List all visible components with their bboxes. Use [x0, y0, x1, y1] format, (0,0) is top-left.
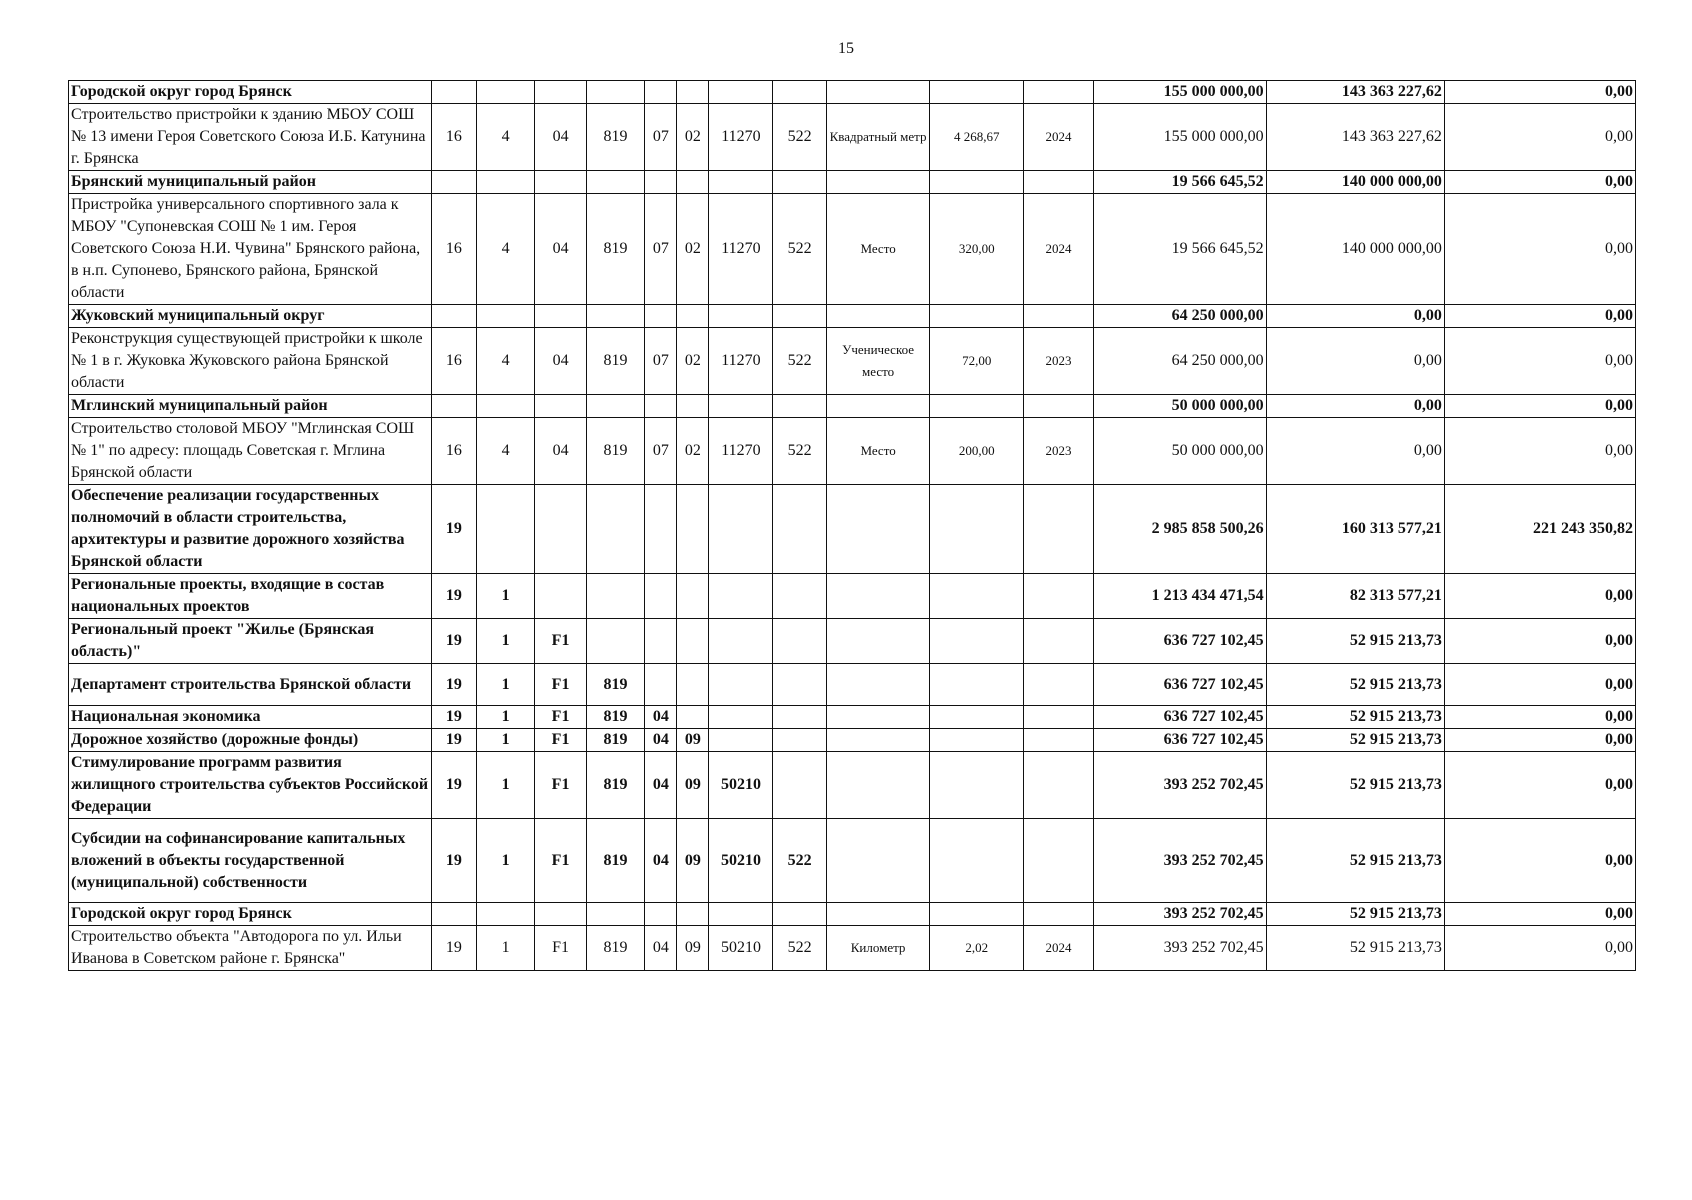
cell-code-expense-type [773, 729, 826, 752]
cell-code-section [645, 619, 677, 664]
cell-unit-of-measure [826, 81, 930, 104]
cell-amount-year-3: 0,00 [1444, 395, 1635, 418]
cell-code-section: 04 [645, 752, 677, 819]
cell-amount-year-2: 52 915 213,73 [1266, 619, 1444, 664]
cell-code-subsection [677, 305, 709, 328]
cell-amount-year-2: 52 915 213,73 [1266, 926, 1444, 971]
cell-code-expense-type [773, 81, 826, 104]
cell-code-subprogram: 1 [476, 664, 535, 706]
cell-amount-year-3: 0,00 [1444, 418, 1635, 485]
cell-amount-year-2: 143 363 227,62 [1266, 104, 1444, 171]
cell-code-expense-type [773, 485, 826, 574]
cell-code-subsection: 09 [677, 752, 709, 819]
cell-code-section: 04 [645, 706, 677, 729]
cell-code-program [431, 305, 476, 328]
cell-code-subsection [677, 619, 709, 664]
cell-code-project [535, 171, 586, 194]
cell-code-project [535, 81, 586, 104]
cell-completion-year: 2023 [1024, 418, 1093, 485]
cell-amount-year-2: 0,00 [1266, 418, 1444, 485]
cell-amount-year-3: 0,00 [1444, 664, 1635, 706]
cell-code-direction: 50210 [709, 819, 773, 903]
cell-code-expense-type: 522 [773, 104, 826, 171]
cell-capacity-value [930, 819, 1024, 903]
cell-completion-year [1024, 395, 1093, 418]
cell-code-direction: 11270 [709, 194, 773, 305]
cell-amount-year-3: 0,00 [1444, 328, 1635, 395]
cell-code-project: 04 [535, 104, 586, 171]
cell-code-section [645, 81, 677, 104]
cell-code-expense-type [773, 574, 826, 619]
cell-amount-year-1: 155 000 000,00 [1093, 104, 1266, 171]
cell-code-project [535, 395, 586, 418]
cell-completion-year [1024, 706, 1093, 729]
cell-code-subsection [677, 485, 709, 574]
table-row [69, 619, 1636, 664]
cell-code-project: 04 [535, 194, 586, 305]
cell-code-subsection: 02 [677, 328, 709, 395]
cell-code-subprogram: 1 [476, 729, 535, 752]
cell-code-subprogram: 1 [476, 752, 535, 819]
table-row [69, 305, 1636, 328]
cell-completion-year: 2024 [1024, 926, 1093, 971]
cell-row-name: Городской округ город Брянск [69, 81, 432, 104]
cell-code-expense-type [773, 619, 826, 664]
cell-completion-year [1024, 903, 1093, 926]
cell-amount-year-3: 0,00 [1444, 729, 1635, 752]
cell-completion-year [1024, 664, 1093, 706]
cell-code-department [586, 903, 645, 926]
cell-code-expense-type [773, 752, 826, 819]
cell-code-direction [709, 903, 773, 926]
cell-row-name: Строительство пристройки к зданию МБОУ СОШ № 13 имени Героя Советского Союза И.Б. Катунина г. Брянска [69, 104, 432, 171]
cell-code-direction: 50210 [709, 926, 773, 971]
cell-row-name: Субсидии на софинансирование капитальных вложений в объекты государственной (муниципальной) собственности [69, 819, 432, 903]
cell-amount-year-2: 52 915 213,73 [1266, 729, 1444, 752]
cell-code-department: 819 [586, 664, 645, 706]
cell-code-subprogram: 1 [476, 706, 535, 729]
cell-code-subprogram: 1 [476, 619, 535, 664]
cell-code-direction [709, 729, 773, 752]
cell-code-program: 19 [431, 706, 476, 729]
cell-amount-year-2: 82 313 577,21 [1266, 574, 1444, 619]
cell-code-project [535, 903, 586, 926]
cell-capacity-value: 200,00 [930, 418, 1024, 485]
cell-code-direction [709, 171, 773, 194]
cell-row-name: Мглинский муниципальный район [69, 395, 432, 418]
cell-completion-year [1024, 752, 1093, 819]
cell-completion-year [1024, 819, 1093, 903]
cell-code-subsection [677, 706, 709, 729]
cell-code-subprogram: 4 [476, 328, 535, 395]
table-row [69, 328, 1636, 395]
cell-amount-year-2: 52 915 213,73 [1266, 706, 1444, 729]
cell-code-section [645, 305, 677, 328]
cell-completion-year [1024, 619, 1093, 664]
cell-amount-year-2: 52 915 213,73 [1266, 664, 1444, 706]
cell-amount-year-1: 393 252 702,45 [1093, 752, 1266, 819]
cell-code-program [431, 81, 476, 104]
table-row [69, 664, 1636, 706]
cell-amount-year-2: 0,00 [1266, 328, 1444, 395]
cell-code-project: F1 [535, 706, 586, 729]
cell-code-program: 19 [431, 574, 476, 619]
cell-unit-of-measure: Место [826, 418, 930, 485]
cell-capacity-value [930, 706, 1024, 729]
cell-amount-year-1: 155 000 000,00 [1093, 81, 1266, 104]
cell-code-program: 16 [431, 104, 476, 171]
cell-completion-year [1024, 485, 1093, 574]
cell-code-department [586, 395, 645, 418]
cell-code-project [535, 485, 586, 574]
cell-code-program: 19 [431, 752, 476, 819]
cell-code-subsection [677, 81, 709, 104]
cell-code-subprogram [476, 395, 535, 418]
cell-code-project: F1 [535, 729, 586, 752]
cell-amount-year-2: 52 915 213,73 [1266, 819, 1444, 903]
cell-code-direction [709, 706, 773, 729]
cell-amount-year-1: 19 566 645,52 [1093, 171, 1266, 194]
cell-capacity-value [930, 903, 1024, 926]
cell-amount-year-3: 0,00 [1444, 926, 1635, 971]
cell-amount-year-1: 636 727 102,45 [1093, 619, 1266, 664]
cell-completion-year [1024, 81, 1093, 104]
cell-code-subsection: 09 [677, 819, 709, 903]
cell-code-project [535, 305, 586, 328]
cell-code-expense-type: 522 [773, 926, 826, 971]
cell-code-program: 19 [431, 819, 476, 903]
cell-code-expense-type [773, 171, 826, 194]
cell-unit-of-measure: Место [826, 194, 930, 305]
table-row [69, 81, 1636, 104]
cell-code-project: F1 [535, 619, 586, 664]
cell-code-expense-type: 522 [773, 819, 826, 903]
cell-capacity-value [930, 729, 1024, 752]
cell-capacity-value: 2,02 [930, 926, 1024, 971]
cell-capacity-value: 4 268,67 [930, 104, 1024, 171]
table-row [69, 819, 1636, 903]
table-row [69, 752, 1636, 819]
cell-code-section [645, 171, 677, 194]
cell-code-subprogram [476, 81, 535, 104]
table-row [69, 418, 1636, 485]
cell-row-name: Региональный проект "Жилье (Брянская область)" [69, 619, 432, 664]
cell-capacity-value [930, 305, 1024, 328]
cell-code-section: 04 [645, 729, 677, 752]
cell-amount-year-2: 0,00 [1266, 395, 1444, 418]
table-row [69, 903, 1636, 926]
cell-code-program: 16 [431, 194, 476, 305]
cell-completion-year [1024, 574, 1093, 619]
table-row [69, 574, 1636, 619]
cell-amount-year-1: 1 213 434 471,54 [1093, 574, 1266, 619]
cell-code-subprogram: 1 [476, 819, 535, 903]
cell-amount-year-2: 160 313 577,21 [1266, 485, 1444, 574]
cell-code-department: 819 [586, 418, 645, 485]
cell-row-name: Брянский муниципальный район [69, 171, 432, 194]
table-row [69, 485, 1636, 574]
cell-code-expense-type: 522 [773, 328, 826, 395]
cell-code-department: 819 [586, 194, 645, 305]
cell-completion-year: 2024 [1024, 104, 1093, 171]
cell-amount-year-1: 393 252 702,45 [1093, 903, 1266, 926]
cell-capacity-value [930, 395, 1024, 418]
cell-code-direction [709, 305, 773, 328]
cell-unit-of-measure [826, 574, 930, 619]
cell-unit-of-measure [826, 171, 930, 194]
cell-amount-year-3: 0,00 [1444, 752, 1635, 819]
cell-row-name: Национальная экономика [69, 706, 432, 729]
cell-code-department [586, 81, 645, 104]
table-row [69, 926, 1636, 971]
cell-code-subprogram [476, 171, 535, 194]
cell-code-department: 819 [586, 926, 645, 971]
cell-row-name: Обеспечение реализации государственных полномочий в области строительства, архитектуры и развитие дорожного хозяйства Брянской области [69, 485, 432, 574]
cell-code-direction [709, 664, 773, 706]
cell-capacity-value [930, 81, 1024, 104]
cell-capacity-value: 72,00 [930, 328, 1024, 395]
cell-unit-of-measure: Километр [826, 926, 930, 971]
cell-code-expense-type [773, 305, 826, 328]
cell-code-direction: 11270 [709, 328, 773, 395]
cell-code-subprogram: 4 [476, 194, 535, 305]
table-row [69, 706, 1636, 729]
cell-capacity-value: 320,00 [930, 194, 1024, 305]
cell-code-program: 19 [431, 729, 476, 752]
cell-code-section [645, 395, 677, 418]
cell-row-name: Жуковский муниципальный округ [69, 305, 432, 328]
cell-code-section: 07 [645, 104, 677, 171]
cell-code-section: 07 [645, 418, 677, 485]
cell-amount-year-3: 0,00 [1444, 171, 1635, 194]
cell-code-subsection: 09 [677, 729, 709, 752]
cell-amount-year-3: 0,00 [1444, 619, 1635, 664]
cell-unit-of-measure [826, 305, 930, 328]
cell-amount-year-3: 0,00 [1444, 81, 1635, 104]
cell-row-name: Пристройка универсального спортивного зала к МБОУ "Супоневская СОШ № 1 им. Героя Советского Союза Н.И. Чувина" Брянского района, в н.п. Супонево, Брянского района, Брянской области [69, 194, 432, 305]
budget-table-body [69, 81, 1636, 971]
cell-code-direction [709, 619, 773, 664]
cell-capacity-value [930, 752, 1024, 819]
cell-code-direction: 11270 [709, 418, 773, 485]
cell-code-project: F1 [535, 926, 586, 971]
cell-code-section: 07 [645, 194, 677, 305]
cell-code-department [586, 171, 645, 194]
cell-code-project: F1 [535, 819, 586, 903]
cell-amount-year-3: 0,00 [1444, 194, 1635, 305]
cell-code-department: 819 [586, 819, 645, 903]
cell-amount-year-3: 0,00 [1444, 903, 1635, 926]
cell-code-subprogram: 1 [476, 574, 535, 619]
cell-unit-of-measure [826, 752, 930, 819]
cell-unit-of-measure [826, 706, 930, 729]
cell-unit-of-measure: Квадратный метр [826, 104, 930, 171]
cell-code-subprogram [476, 485, 535, 574]
cell-code-subsection [677, 395, 709, 418]
cell-code-subprogram: 1 [476, 926, 535, 971]
cell-code-subsection: 09 [677, 926, 709, 971]
cell-row-name: Дорожное хозяйство (дорожные фонды) [69, 729, 432, 752]
cell-amount-year-2: 140 000 000,00 [1266, 194, 1444, 305]
cell-code-project: F1 [535, 664, 586, 706]
cell-code-section [645, 574, 677, 619]
page-number: 15 [838, 40, 854, 57]
cell-code-program: 19 [431, 485, 476, 574]
cell-unit-of-measure [826, 664, 930, 706]
cell-code-expense-type [773, 395, 826, 418]
cell-code-subsection: 02 [677, 104, 709, 171]
cell-code-program: 16 [431, 418, 476, 485]
cell-code-subsection [677, 171, 709, 194]
cell-code-expense-type [773, 706, 826, 729]
table-row [69, 171, 1636, 194]
cell-code-department: 819 [586, 729, 645, 752]
cell-code-expense-type: 522 [773, 418, 826, 485]
cell-code-program: 19 [431, 619, 476, 664]
cell-amount-year-2: 140 000 000,00 [1266, 171, 1444, 194]
cell-completion-year: 2023 [1024, 328, 1093, 395]
cell-code-subsection: 02 [677, 194, 709, 305]
cell-code-section [645, 485, 677, 574]
cell-unit-of-measure [826, 903, 930, 926]
cell-code-direction: 50210 [709, 752, 773, 819]
cell-row-name: Региональные проекты, входящие в состав национальных проектов [69, 574, 432, 619]
cell-amount-year-3: 221 243 350,82 [1444, 485, 1635, 574]
cell-code-subsection [677, 574, 709, 619]
cell-amount-year-1: 64 250 000,00 [1093, 328, 1266, 395]
cell-capacity-value [930, 619, 1024, 664]
cell-code-expense-type [773, 903, 826, 926]
cell-row-name: Стимулирование программ развития жилищного строительства субъектов Российской Федерации [69, 752, 432, 819]
cell-amount-year-1: 636 727 102,45 [1093, 706, 1266, 729]
cell-amount-year-1: 19 566 645,52 [1093, 194, 1266, 305]
cell-code-program: 19 [431, 926, 476, 971]
cell-code-department [586, 574, 645, 619]
cell-code-subprogram [476, 305, 535, 328]
cell-unit-of-measure [826, 819, 930, 903]
cell-amount-year-1: 636 727 102,45 [1093, 664, 1266, 706]
cell-code-direction: 11270 [709, 104, 773, 171]
cell-code-section [645, 903, 677, 926]
cell-amount-year-3: 0,00 [1444, 574, 1635, 619]
cell-unit-of-measure [826, 619, 930, 664]
cell-amount-year-1: 50 000 000,00 [1093, 395, 1266, 418]
cell-completion-year: 2024 [1024, 194, 1093, 305]
cell-capacity-value [930, 485, 1024, 574]
cell-capacity-value [930, 574, 1024, 619]
cell-code-direction [709, 395, 773, 418]
cell-code-subsection [677, 664, 709, 706]
cell-unit-of-measure [826, 485, 930, 574]
cell-capacity-value [930, 171, 1024, 194]
cell-code-subprogram: 4 [476, 104, 535, 171]
cell-capacity-value [930, 664, 1024, 706]
cell-code-direction [709, 485, 773, 574]
cell-completion-year [1024, 171, 1093, 194]
cell-code-department: 819 [586, 752, 645, 819]
cell-amount-year-3: 0,00 [1444, 305, 1635, 328]
cell-code-subprogram: 4 [476, 418, 535, 485]
cell-row-name: Городской округ город Брянск [69, 903, 432, 926]
cell-code-department [586, 305, 645, 328]
cell-amount-year-3: 0,00 [1444, 819, 1635, 903]
table-row [69, 395, 1636, 418]
cell-code-department: 819 [586, 104, 645, 171]
cell-amount-year-3: 0,00 [1444, 706, 1635, 729]
cell-unit-of-measure [826, 729, 930, 752]
cell-code-direction [709, 81, 773, 104]
cell-amount-year-2: 52 915 213,73 [1266, 752, 1444, 819]
cell-code-subprogram [476, 903, 535, 926]
cell-unit-of-measure: Ученическое место [826, 328, 930, 395]
cell-code-project: 04 [535, 418, 586, 485]
cell-code-department: 819 [586, 706, 645, 729]
cell-code-subsection: 02 [677, 418, 709, 485]
cell-amount-year-1: 393 252 702,45 [1093, 926, 1266, 971]
cell-code-program [431, 395, 476, 418]
cell-code-project: 04 [535, 328, 586, 395]
cell-amount-year-1: 393 252 702,45 [1093, 819, 1266, 903]
cell-row-name: Департамент строительства Брянской области [69, 664, 432, 706]
cell-amount-year-2: 52 915 213,73 [1266, 903, 1444, 926]
cell-code-direction [709, 574, 773, 619]
cell-code-project [535, 574, 586, 619]
cell-code-program: 19 [431, 664, 476, 706]
cell-code-program [431, 171, 476, 194]
cell-amount-year-1: 64 250 000,00 [1093, 305, 1266, 328]
cell-code-subsection [677, 903, 709, 926]
cell-amount-year-1: 636 727 102,45 [1093, 729, 1266, 752]
cell-row-name: Реконструкция существующей пристройки к школе № 1 в г. Жуковка Жуковского района Брянской области [69, 328, 432, 395]
cell-code-expense-type: 522 [773, 194, 826, 305]
cell-row-name: Строительство объекта "Автодорога по ул. Ильи Иванова в Советском районе г. Брянска" [69, 926, 432, 971]
cell-completion-year [1024, 305, 1093, 328]
cell-code-department [586, 619, 645, 664]
cell-amount-year-1: 50 000 000,00 [1093, 418, 1266, 485]
table-row [69, 729, 1636, 752]
table-row [69, 194, 1636, 305]
cell-completion-year [1024, 729, 1093, 752]
cell-code-project: F1 [535, 752, 586, 819]
cell-code-department: 819 [586, 328, 645, 395]
cell-code-expense-type [773, 664, 826, 706]
table-row [69, 104, 1636, 171]
cell-amount-year-2: 0,00 [1266, 305, 1444, 328]
budget-table [68, 80, 1636, 971]
cell-row-name: Строительство столовой МБОУ "Мглинская СОШ № 1" по адресу: площадь Советская г. Мглина Брянской области [69, 418, 432, 485]
cell-code-section: 04 [645, 926, 677, 971]
cell-unit-of-measure [826, 395, 930, 418]
cell-code-program: 16 [431, 328, 476, 395]
cell-code-section: 04 [645, 819, 677, 903]
cell-amount-year-3: 0,00 [1444, 104, 1635, 171]
cell-amount-year-2: 143 363 227,62 [1266, 81, 1444, 104]
cell-code-program [431, 903, 476, 926]
cell-code-section: 07 [645, 328, 677, 395]
cell-amount-year-1: 2 985 858 500,26 [1093, 485, 1266, 574]
cell-code-section [645, 664, 677, 706]
cell-code-department [586, 485, 645, 574]
